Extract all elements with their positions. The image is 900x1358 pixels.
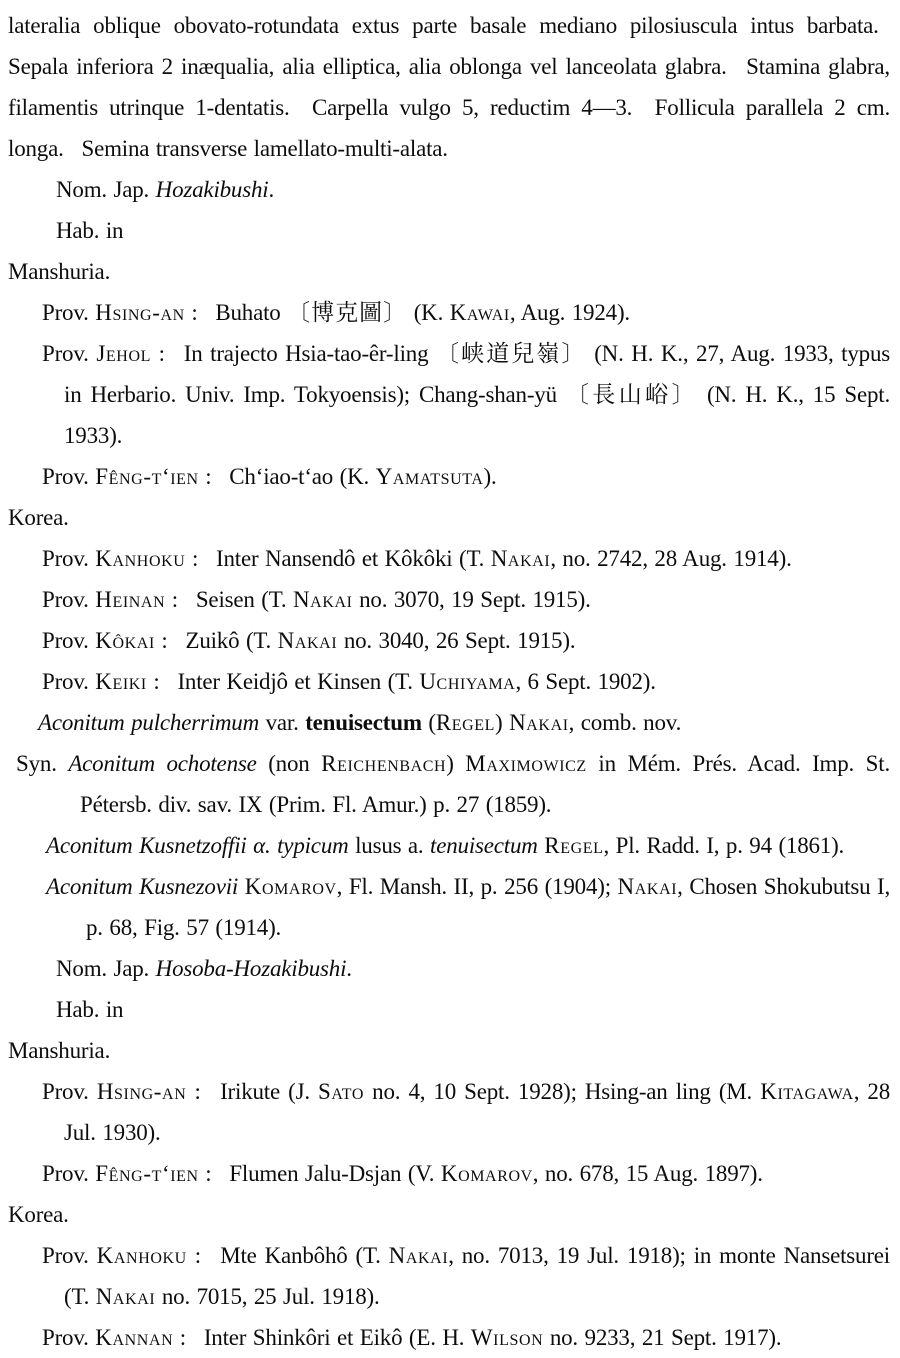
text-run: , no. 678, 15 Aug. 1897). <box>532 1161 763 1186</box>
province-name: Kannan <box>95 1325 174 1350</box>
text-run: : Irikute (J. <box>186 1079 319 1104</box>
province-name: Keiki <box>95 669 147 694</box>
locality-entry <box>8 1317 890 1358</box>
locality-entry <box>8 579 890 620</box>
taxon-name: Aconitum ochotense <box>68 751 257 776</box>
author-name: Regel <box>435 710 496 735</box>
text-run: ). <box>483 464 497 489</box>
variety-epithet: tenuisectum <box>305 710 422 735</box>
text-run: Prov. <box>42 1161 96 1186</box>
collector-name: Kitagawa <box>760 1079 854 1104</box>
text-run: Prov. <box>42 628 96 653</box>
text-run: , no. 7013, 19 Jul. 1918); in monte Nansetsurei (T. <box>64 1243 890 1309</box>
collector-name: Yamatsuta <box>375 464 484 489</box>
province-name: Kanhoku <box>96 1243 187 1268</box>
text-run: (N. H. K., 27, Aug. 1933, typus in Herbario. Univ. Imp. Tokyoensis); Chang-shan-yü <box>64 341 890 407</box>
province-name: Kôkai <box>95 628 155 653</box>
collector-name: Sato <box>318 1079 365 1104</box>
cjk-gloss: 〔峡道兒嶺〕 <box>436 341 587 366</box>
text-run: Manshuria. <box>8 259 111 284</box>
japanese-name-line <box>8 169 890 210</box>
taxon-name: tenuisectum <box>430 833 538 858</box>
collector-name: Nakai <box>277 628 338 653</box>
japanese-name: Hozakibushi <box>155 177 269 202</box>
text-run <box>238 874 245 899</box>
text-run: : Mte Kanbôhô (T. <box>186 1243 389 1268</box>
region-heading-korea <box>8 497 890 538</box>
text-run: no. 7015, 25 Jul. 1918). <box>155 1284 380 1309</box>
text-run: : Zuikô (T. <box>154 628 278 653</box>
author-name: Maximowicz <box>465 751 587 776</box>
text-run: Prov. <box>42 1325 96 1350</box>
text-run: , Pl. Radd. I, p. 94 (1861). <box>603 833 845 858</box>
text-run: : Inter Nansendô et Kôkôki (T. <box>185 546 491 571</box>
text-run: , 28 Jul. 1930). <box>64 1079 891 1145</box>
collector-name: Kawai <box>449 300 510 325</box>
taxon-name: Aconitum pulcherrimum <box>38 710 260 735</box>
taxon-heading <box>8 702 890 743</box>
province-name: Hsing-an <box>95 300 185 325</box>
cjk-gloss: 〔長山峪〕 <box>565 382 698 407</box>
text-run: lusus a. <box>348 833 431 858</box>
text-run: Hab. in <box>56 218 124 243</box>
collector-name: Nakai <box>292 587 353 612</box>
collector-name: Komarov <box>440 1161 533 1186</box>
text-run: : Ch‘iao-t‘ao (K. <box>198 464 376 489</box>
page-text <box>8 5 890 1358</box>
locality-entry <box>8 456 890 497</box>
text-run: Prov. <box>42 341 97 366</box>
author-name: Reichenbach <box>321 751 447 776</box>
text-run: Prov. <box>42 464 96 489</box>
text-run: no. 3040, 26 Sept. 1915). <box>337 628 576 653</box>
text-run: , Aug. 1924). <box>509 300 630 325</box>
text-run: Nom. Jap. <box>56 177 156 202</box>
japanese-name: Hosoba-Hozakibushi <box>155 956 347 981</box>
text-run: ( <box>421 710 436 735</box>
province-name: Fêng-t‘ien <box>95 1161 199 1186</box>
locality-entry <box>8 620 890 661</box>
text-run: Prov. <box>42 587 96 612</box>
author-name: Komarov <box>244 874 337 899</box>
text-run: , Chosen Shokubutsu I, p. 68, Fig. 57 (1914). <box>86 874 890 940</box>
text-run: Prov. <box>42 300 96 325</box>
author-name: Nakai <box>617 874 678 899</box>
region-heading-manshuria <box>8 251 890 292</box>
text-run: ) <box>495 710 510 735</box>
text-run: : Flumen Jalu-Dsjan (V. <box>198 1161 441 1186</box>
text-run: no. 3070, 19 Sept. 1915). <box>352 587 591 612</box>
synonym-entry <box>8 866 890 948</box>
text-run: : Seisen (T. <box>165 587 293 612</box>
text-run: Manshuria. <box>8 1038 111 1063</box>
province-name: Hsing-an <box>96 1079 187 1104</box>
collector-name: Uchiyama <box>419 669 516 694</box>
text-run: (K. <box>407 300 450 325</box>
habitat-line <box>8 989 890 1030</box>
taxon-name: Aconitum Kusnezovii <box>46 874 239 899</box>
locality-entry <box>8 538 890 579</box>
text-run: , no. 2742, 28 Aug. 1914). <box>550 546 792 571</box>
text-run: Prov. <box>42 1243 97 1268</box>
collector-name: Nakai <box>388 1243 449 1268</box>
text-run: Prov. <box>42 546 96 571</box>
locality-entry <box>8 1235 890 1317</box>
text-run: . <box>346 956 352 981</box>
locality-entry <box>8 1153 890 1194</box>
text-run: , Fl. Mansh. II, p. 256 (1904); <box>336 874 618 899</box>
province-name: Fêng-t‘ien <box>95 464 199 489</box>
text-run: . <box>268 177 275 202</box>
province-name: Jehol <box>96 341 151 366</box>
japanese-name-line <box>8 948 890 989</box>
locality-entry <box>8 292 890 333</box>
text-run: (non <box>256 751 322 776</box>
province-name: Kanhoku <box>95 546 186 571</box>
text-run: : In trajecto Hsia-tao-êr-ling <box>150 341 437 366</box>
collector-name: Nakai <box>490 546 551 571</box>
author-name: Nakai <box>509 710 569 735</box>
collector-name: Wilson <box>470 1325 544 1350</box>
text-run: Hab. in <box>56 997 124 1022</box>
province-name: Heinan <box>95 587 166 612</box>
text-run: no. 9233, 21 Sept. 1917). <box>543 1325 782 1350</box>
text-run: Korea. <box>8 1202 69 1227</box>
text-run: Syn. <box>16 751 69 776</box>
taxon-name: Aconitum Kusnetzoffii α. typicum <box>46 833 349 858</box>
text-run: : Inter Keidjô et Kinsen (T. <box>146 669 420 694</box>
text-run: Prov. <box>42 1079 97 1104</box>
text-run: var. <box>259 710 306 735</box>
text-run: Korea. <box>8 505 69 530</box>
text-run: : Buhato <box>184 300 288 325</box>
text-run: : Inter Shinkôri et Eikô (E. H. <box>173 1325 471 1350</box>
locality-entry <box>8 661 890 702</box>
text-run: Nom. Jap. <box>56 956 156 981</box>
cjk-gloss: 〔博克圖〕 <box>287 300 408 325</box>
text-run: , comb. nov. <box>568 710 682 735</box>
text-run: in Mém. Prés. Acad. Imp. St. Pétersb. div. sav. IX (Prim. Fl. Amur.) p. 27 (1859). <box>80 751 890 817</box>
habitat-line <box>8 210 890 251</box>
locality-entry <box>8 333 890 456</box>
region-heading-manshuria <box>8 1030 890 1071</box>
locality-entry <box>8 1071 890 1153</box>
region-heading-korea <box>8 1194 890 1235</box>
synonym-entry <box>8 743 890 825</box>
text-run: ) <box>446 751 466 776</box>
text-run: no. 4, 10 Sept. 1928); Hsing-an ling (M. <box>364 1079 761 1104</box>
text-run: , 6 Sept. 1902). <box>515 669 656 694</box>
text-run: (N. H. K., 15 Sept. 1933). <box>64 382 890 448</box>
description-continuation <box>8 5 890 169</box>
collector-name: Nakai <box>95 1284 156 1309</box>
synonym-entry <box>8 825 890 866</box>
author-name: Regel <box>544 833 604 858</box>
text-run: Prov. <box>42 669 96 694</box>
text-run: lateralia oblique obovato-rotundata extus parte basale mediano pilosiuscula intus barbata. Sepala inferiora 2 inæqualia, alia elliptica, alia oblonga vel lanceolata glabra. Stamina glabra, filamentis utrinque 1-dentatis. Carpella vulgo 5, reductim 4—3. Follicula parallela 2 cm. longa. Semina transverse lamellato-multi-alata. <box>8 13 890 161</box>
